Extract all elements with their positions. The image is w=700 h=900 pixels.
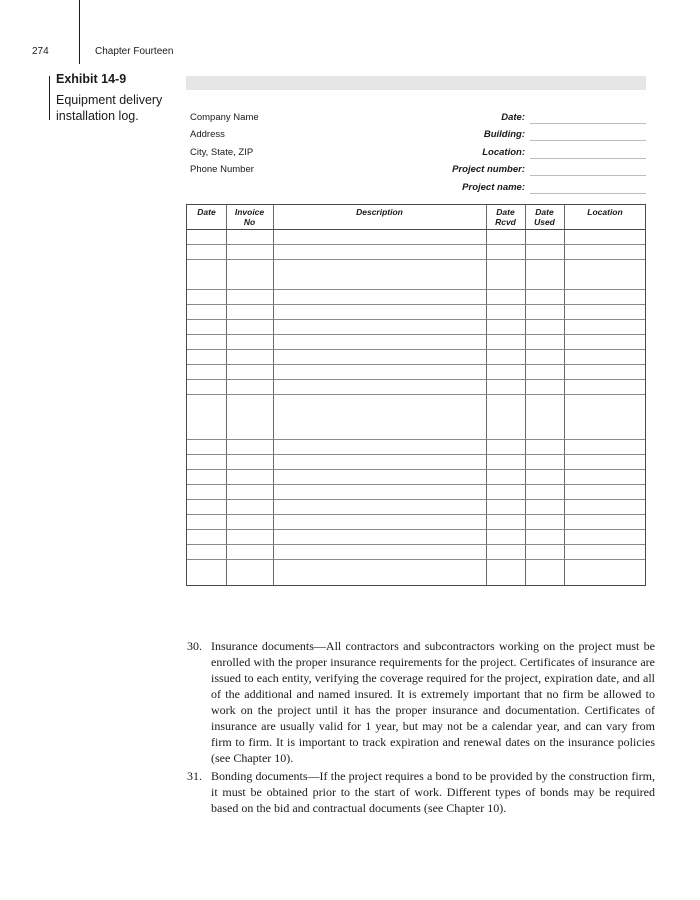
project-number-fill-line xyxy=(530,175,646,176)
table-row-divider xyxy=(187,454,645,455)
list-item-number: 31. xyxy=(187,769,202,783)
location-fill-line xyxy=(530,158,646,159)
column-header-invoice-no: Invoice No xyxy=(234,207,265,227)
project-name-fill-line xyxy=(530,193,646,194)
list-item xyxy=(187,638,655,766)
table-row-divider xyxy=(187,289,645,290)
table-row-divider xyxy=(187,379,645,380)
phone-number-label: Phone Number xyxy=(190,164,254,175)
column-header-date-used: Date Used xyxy=(534,207,555,227)
exhibit-caption: Equipment delivery installation log. xyxy=(56,93,163,123)
column-divider xyxy=(486,205,487,585)
list-item xyxy=(187,768,655,816)
table-row-divider xyxy=(187,349,645,350)
address-label: Address xyxy=(190,129,225,140)
table-row-divider xyxy=(187,499,645,500)
table-row-divider xyxy=(187,484,645,485)
column-header-date-rcvd: Date Rcvd xyxy=(495,207,516,227)
header-row-divider xyxy=(187,229,645,230)
date-fill-line xyxy=(530,123,646,124)
form-header-band xyxy=(186,76,646,90)
company-name-label: Company Name xyxy=(190,112,259,123)
column-divider xyxy=(564,205,565,585)
table-row-divider xyxy=(187,364,645,365)
building-fill-line xyxy=(530,140,646,141)
column-header-location: Location xyxy=(587,207,623,217)
table-row-divider xyxy=(187,319,645,320)
table-row-divider xyxy=(187,439,645,440)
column-divider xyxy=(226,205,227,585)
delivery-log-table xyxy=(186,204,646,586)
chapter-label: Chapter Fourteen xyxy=(95,46,174,57)
table-row-divider xyxy=(187,469,645,470)
column-header-description: Description xyxy=(356,207,403,217)
project-name-label: Project name: xyxy=(462,182,525,193)
city-state-zip-label: City, State, ZIP xyxy=(190,147,254,158)
list-item-number: 30. xyxy=(187,639,202,653)
body-text xyxy=(187,638,655,818)
table-row-divider xyxy=(187,529,645,530)
header-divider xyxy=(79,0,80,64)
table-row-divider xyxy=(187,394,645,395)
table-row-divider xyxy=(187,559,645,560)
list-item-text: Bonding documents—If the project requires a bond to be provided by the construction firm, it must be obtained prior to the start of work. Different types of bonds may be required based on the bid and contractual documents (see Chapter 10). xyxy=(211,769,655,815)
building-label: Building: xyxy=(483,129,525,140)
column-divider xyxy=(273,205,274,585)
location-label: Location: xyxy=(482,147,525,158)
table-row-divider xyxy=(187,304,645,305)
table-row-divider xyxy=(187,514,645,515)
exhibit-marker xyxy=(49,76,50,120)
project-number-label: Project number: xyxy=(452,164,525,175)
date-label: Date: xyxy=(501,112,525,123)
table-row-divider xyxy=(187,544,645,545)
table-row-divider xyxy=(187,334,645,335)
column-header-date: Date xyxy=(197,207,216,217)
table-row-divider xyxy=(187,259,645,260)
table-row-divider xyxy=(187,244,645,245)
column-divider xyxy=(525,205,526,585)
page-number: 274 xyxy=(32,46,49,57)
exhibit-title: Exhibit 14-9 xyxy=(56,72,127,86)
list-item-text: Insurance documents—All contractors and subcontractors working on the project must be enrolled with the proper insurance requirements for the project. Certificates of insurance are issued to each entity, verifying the coverage required for the project, expiration date, and all of the additional and named insured. It is extremely important that no firm be allowed to work on the project until it has the proper insurance and documentation. Certificates of insurance are usually valid for 1 year, but may not be a calendar year, and can vary from firm to firm. It is important to track expiration and renewal dates on the insurance policies (see Chapter 10). xyxy=(211,639,655,765)
